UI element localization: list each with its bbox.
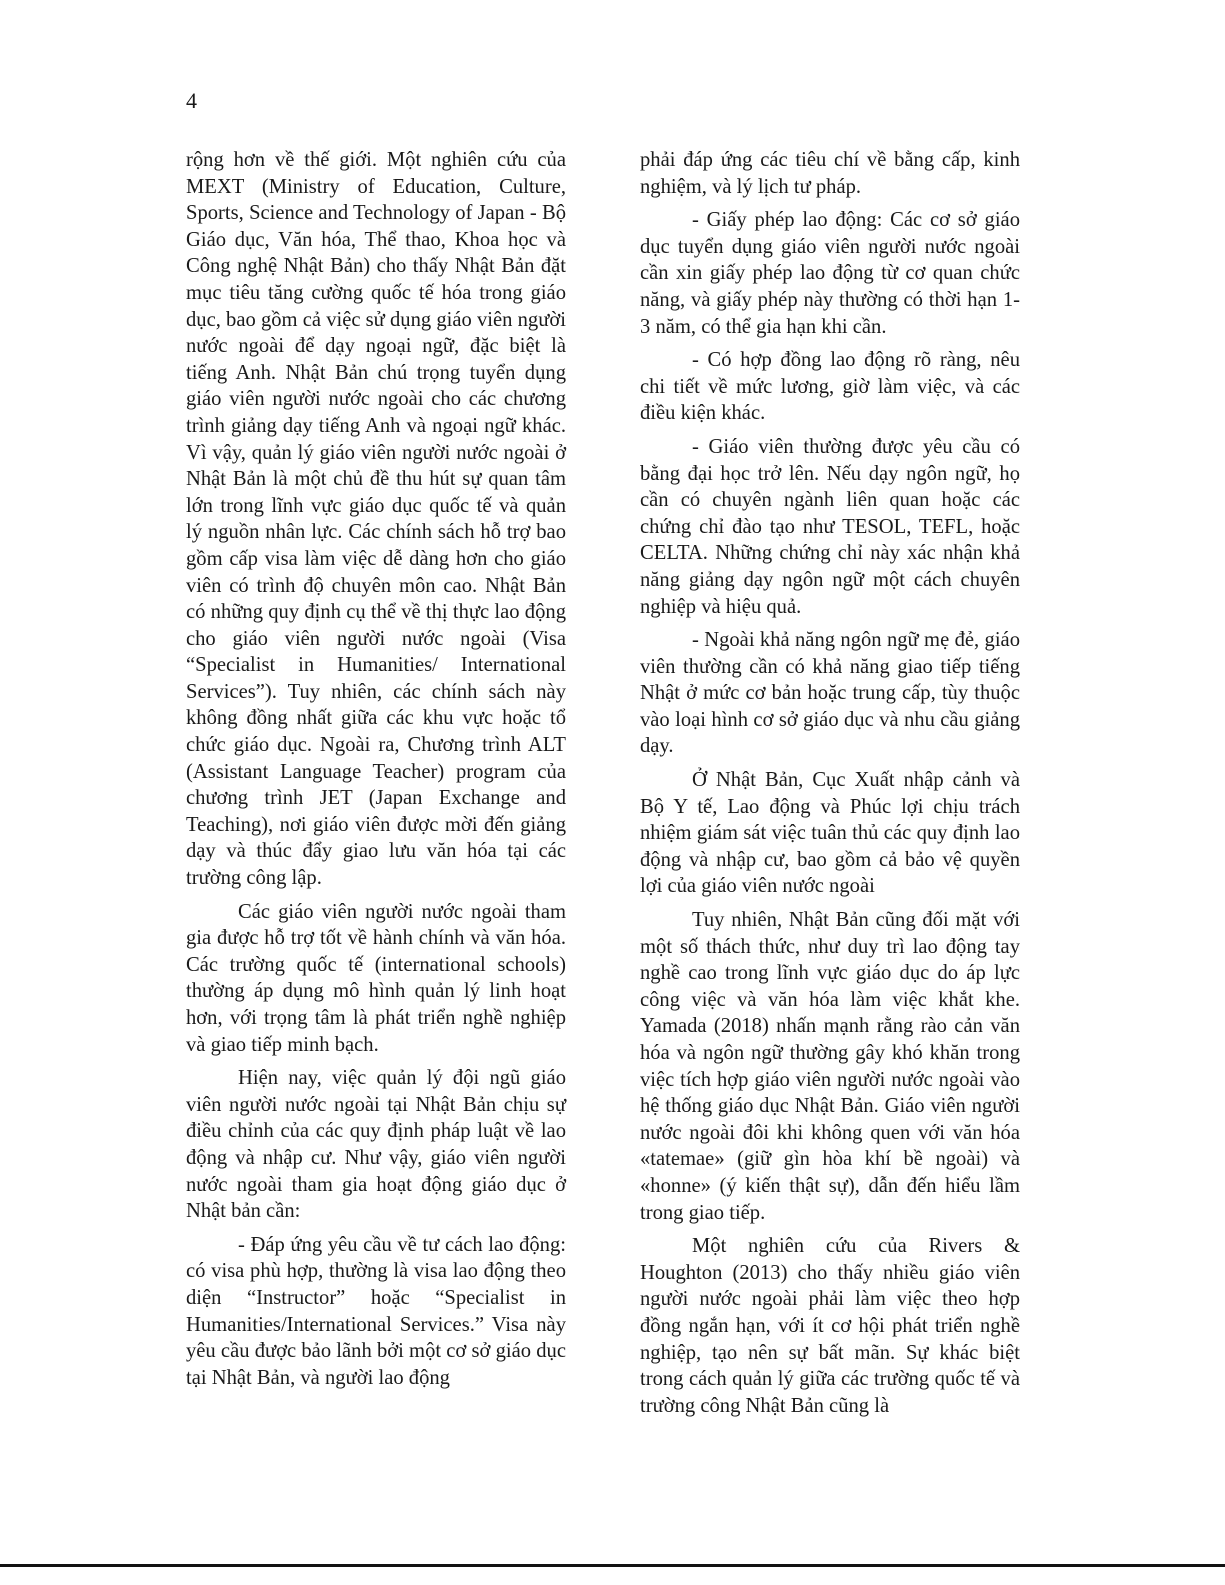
paragraph: - Giáo viên thường được yêu cầu có bằng đại học trở lên. Nếu dạy ngôn ngữ, họ cần có chuyên ngành liên quan hoặc các chứng chỉ đào tạo như TESOL, TEFL, hoặc CELTA. Những chứng chỉ này xác nhận khả năng giảng dạy ngôn ngữ một cách chuyên nghiệp và hiệu quả. [640,435,1020,618]
paragraph: Tuy nhiên, Nhật Bản cũng đối mặt với một số thách thức, như duy trì lao động tay nghề cao trong lĩnh vực giáo dục do áp lực công việc và văn hóa làm việc khắt khe. Yamada (2018) nhấn mạnh rằng rào cản văn hóa và ngôn ngữ thường gây khó khăn trong việc tích hợp giáo viên người nước ngoài vào hệ thống giáo dục Nhật Bản. Giáo viên người nước ngoài đôi khi không quen với văn hóa «tatemae» (giữ gìn hòa khí bề ngoài) và «honne» (ý kiến thật sự), dẫn đến hiểu lầm trong giao tiếp. [640,909,1020,1224]
paragraph: rộng hơn về thế giới. Một nghiên cứu của MEXT (Ministry of Education, Culture, Sports, Science and Technology of Japan - Bộ Giáo dục, Văn hóa, Thể thao, Khoa học và Công nghệ Nhật Bản) cho thấy Nhật Bản đặt mục tiêu tăng cường quốc tế hóa trong giáo dục, bao gồm cả việc sử dụng giáo viên người nước ngoài để dạy ngoại ngữ, đặc biệt là tiếng Anh. Nhật Bản chú trọng tuyển dụng giáo viên người nước ngoài cho các chương trình giảng dạy tiếng Anh và ngoại ngữ khác. Vì vậy, quản lý giáo viên người nước ngoài ở Nhật Bản là một chủ đề thu hút sự quan tâm lớn trong lĩnh vực giáo dục quốc tế và quản lý nguồn nhân lực. Các chính sách hỗ trợ bao gồm cấp visa làm việc dễ dàng hơn cho giáo viên có trình độ chuyên môn cao. Nhật Bản có những quy định cụ thể về thị thực lao động cho giáo viên người nước ngoài (Visa “Specialist in Humanities/ International Services”). Tuy nhiên, các chính sách này không đồng nhất giữa các khu vực hoặc tổ chức giáo dục. Ngoài ra, Chương trình ALT (Assistant Language Teacher) program của chương trình JET (Japan Exchange and Teaching), nơi giáo viên được mời đến giảng dạy và thúc đẩy giao lưu văn hóa tại các trường công lập. [186,149,566,890]
paragraph: - Ngoài khả năng ngôn ngữ mẹ đẻ, giáo viên thường cần có khả năng giao tiếp tiếng Nhật ở mức cơ bản hoặc trung cấp, tùy thuộc vào loại hình cơ sở giáo dục và nhu cầu giảng dạy. [640,629,1020,758]
paragraph: - Có hợp đồng lao động rõ ràng, nêu chi tiết về mức lương, giờ làm việc, và các điều kiện khác. [640,349,1020,425]
paragraph: Ở Nhật Bản, Cục Xuất nhập cảnh và Bộ Y tế, Lao động và Phúc lợi chịu trách nhiệm giám sát việc tuân thủ các quy định lao động và nhập cư, bao gồm cả bảo vệ quyền lợi của giáo viên nước ngoài [640,769,1020,898]
paragraph: - Đáp ứng yêu cầu về tư cách lao động: có visa phù hợp, thường là visa lao động theo diện “Instructor” hoặc “Specialist in Humanities/International Services.” Visa này yêu cầu được bảo lãnh bởi một cơ sở giáo dục tại Nhật Bản, và người lao động [186,1233,566,1389]
page-bottom-rule [0,1564,1225,1567]
paragraph: - Giấy phép lao động: Các cơ sở giáo dục tuyển dụng giáo viên người nước ngoài cần xin giấy phép lao động từ cơ quan chức năng, và giấy phép này thường có thời hạn 1-3 năm, có thể gia hạn khi cần. [640,209,1020,338]
right-column [640,147,1020,1426]
paragraph: Hiện nay, việc quản lý đội ngũ giáo viên người nước ngoài tại Nhật Bản chịu sự điều chỉnh của các quy định pháp luật về lao động và nhập cư. Như vậy, giáo viên người nước ngoài tham gia hoạt động giáo dục ở Nhật bản cần: [186,1067,566,1223]
page-number: 4 [186,88,197,113]
paragraph: Các giáo viên người nước ngoài tham gia được hỗ trợ tốt về hành chính và văn hóa. Các trường quốc tế (international schools) thường áp dụng mô hình quản lý linh hoạt hơn, với trọng tâm là phát triển nghề nghiệp và giao tiếp minh bạch. [186,900,566,1056]
left-column [186,147,566,1398]
paragraph: Một nghiên cứu của Rivers & Houghton (2013) cho thấy nhiều giáo viên người nước ngoài phải làm việc theo hợp đồng ngắn hạn, với ít cơ hội phát triển nghề nghiệp, tạo nên sự bất mãn. Sự khác biệt trong cách quản lý giữa các trường quốc tế và trường công Nhật Bản cũng là [640,1235,1020,1417]
paragraph: phải đáp ứng các tiêu chí về bằng cấp, kinh nghiệm, và lý lịch tư pháp. [640,149,1020,198]
